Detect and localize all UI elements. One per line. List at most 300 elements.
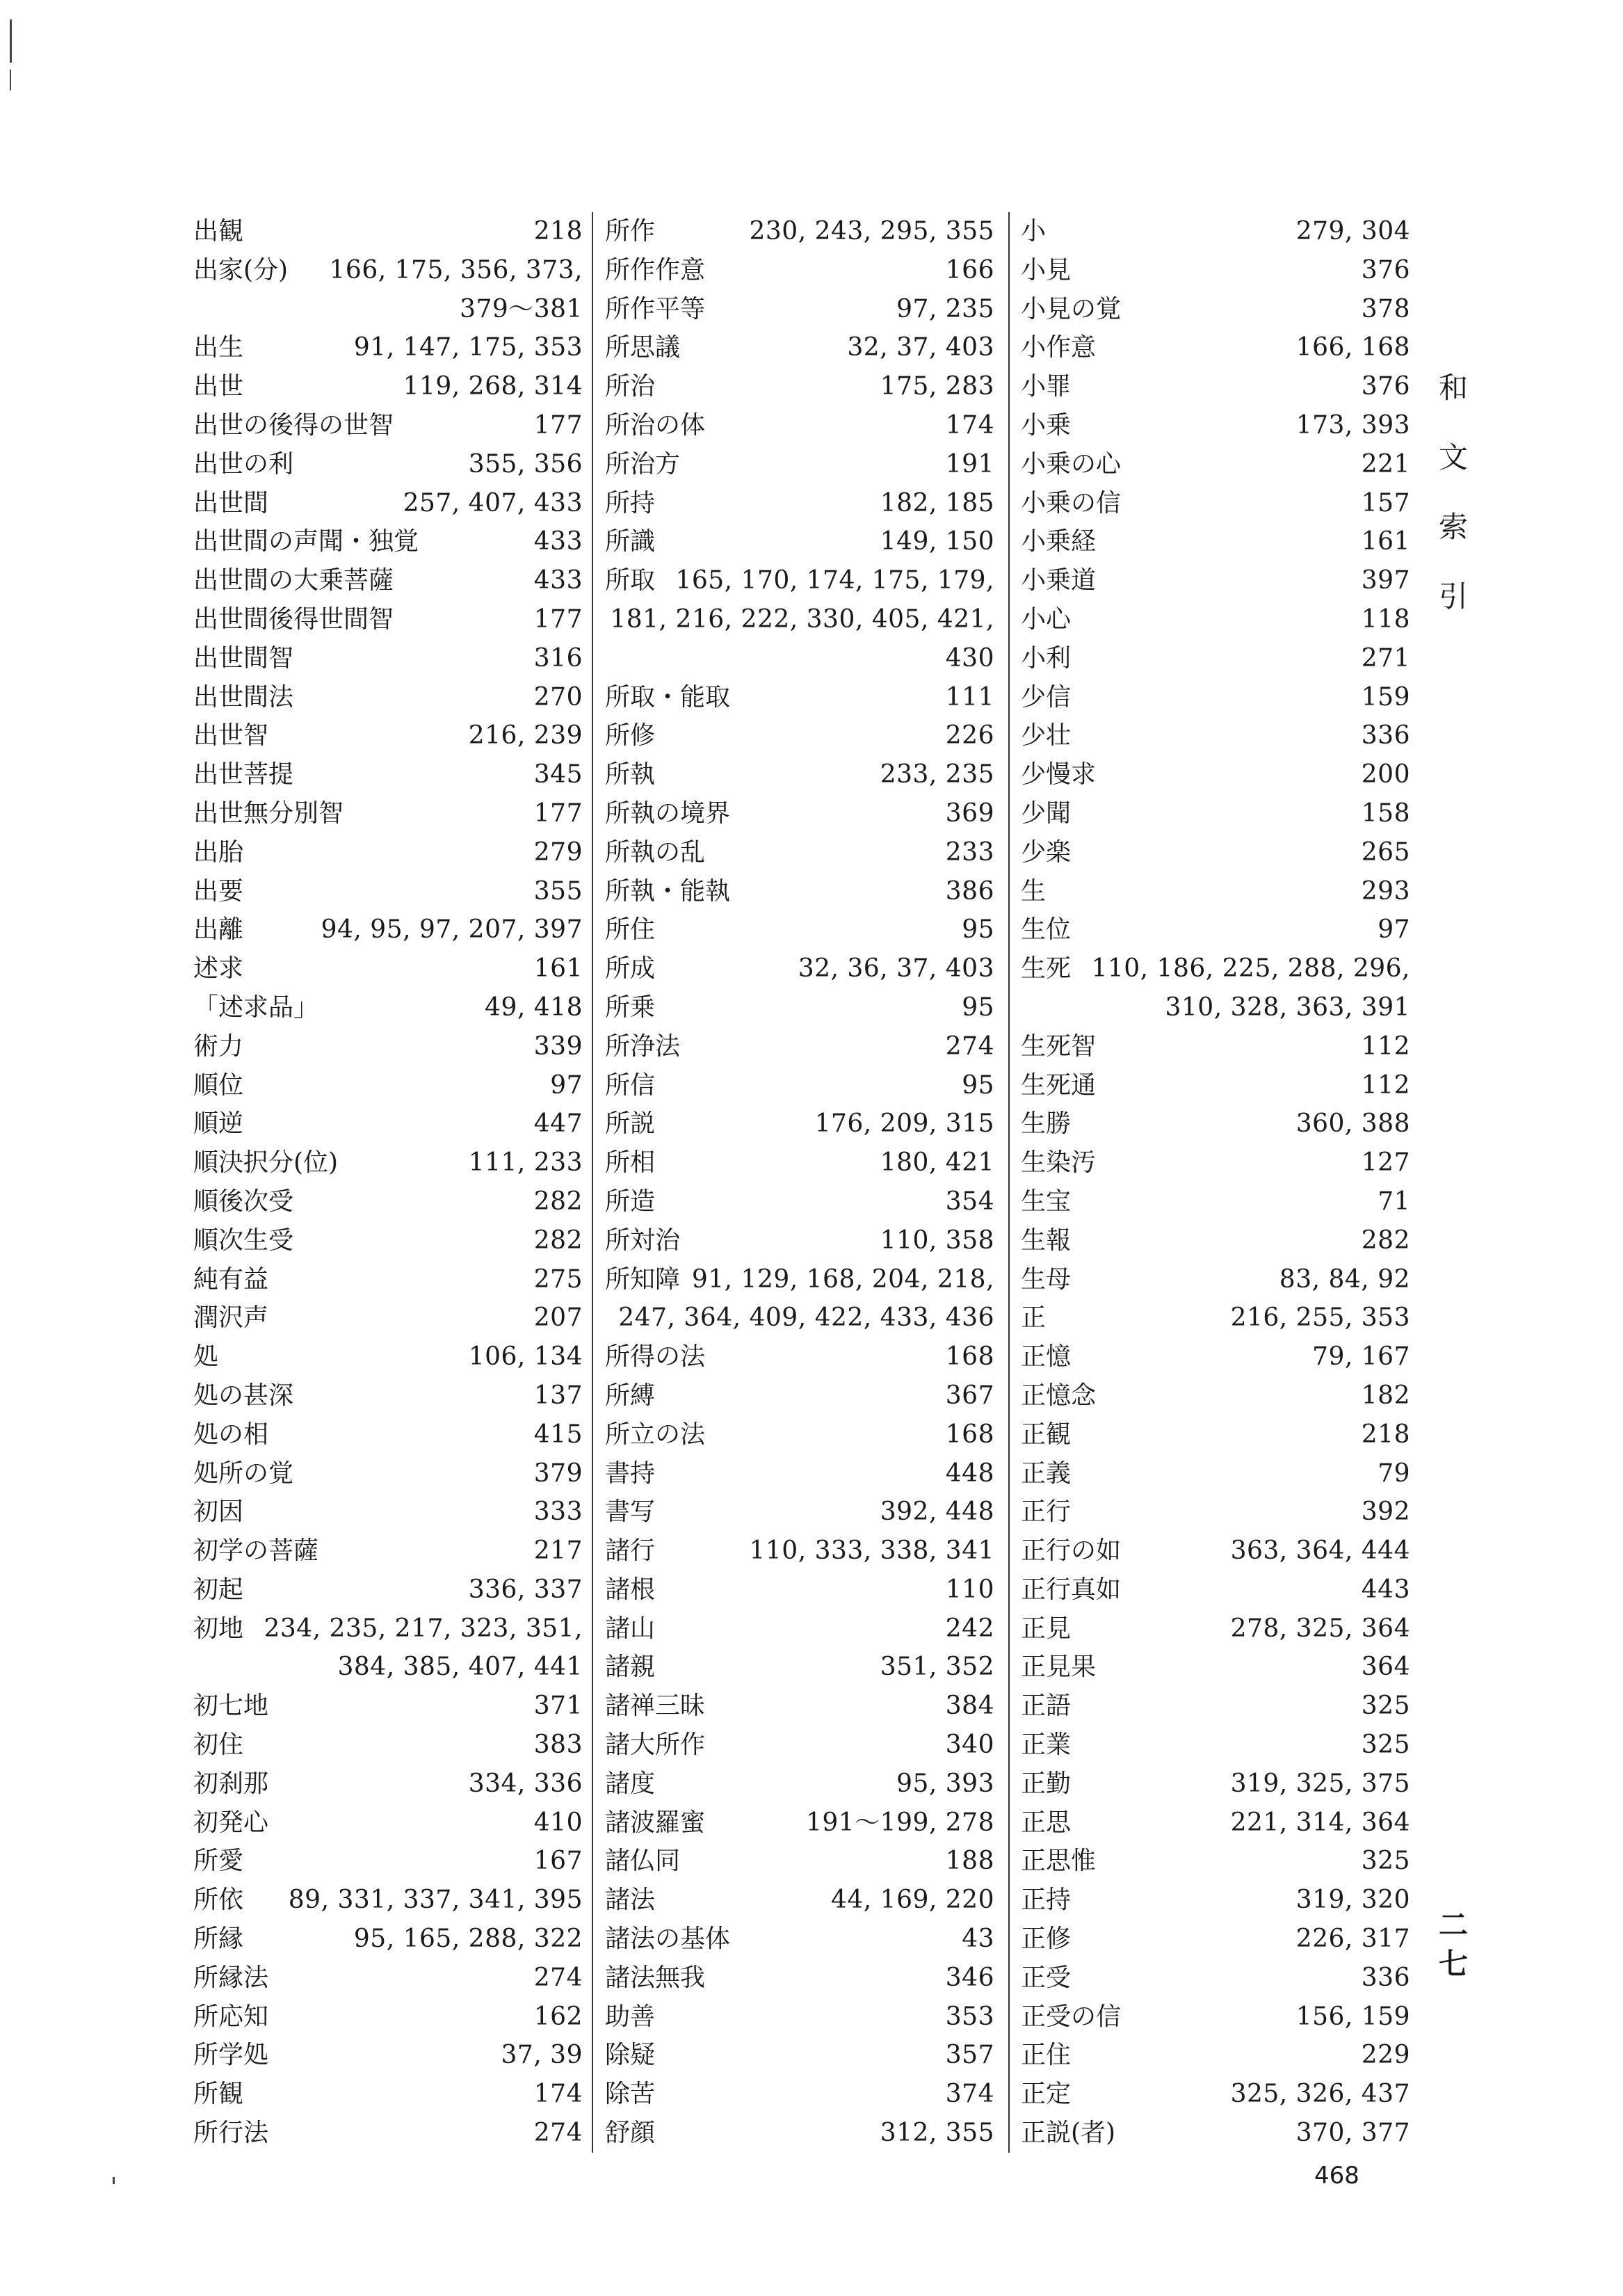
index-entry — [1021, 328, 1410, 367]
entry-term: 諸大所作 — [605, 1731, 706, 1760]
entry-pages: 97, 235 — [896, 294, 994, 323]
index-entry — [193, 1842, 583, 1881]
entry-term: 初起 — [193, 1575, 244, 1604]
entry-pages: 110, 333, 338, 341 — [749, 1536, 994, 1566]
index-entry-continuation — [605, 1299, 994, 1338]
entry-term: 小乗経 — [1021, 527, 1097, 556]
entry-pages: 226 — [945, 721, 994, 750]
entry-term: 正行真如 — [1021, 1575, 1122, 1604]
entry-pages: 161 — [1361, 527, 1410, 556]
entry-pages: 357 — [945, 2041, 994, 2070]
entry-term: 所治の体 — [605, 410, 706, 440]
index-entry — [1021, 1299, 1410, 1338]
entry-term: 少壮 — [1021, 721, 1072, 750]
entry-term: 所作平等 — [605, 294, 706, 323]
entry-term: 除疑 — [605, 2041, 656, 2070]
entry-pages: 43 — [962, 1925, 994, 1954]
entry-pages: 71 — [1378, 1187, 1410, 1216]
index-entry — [193, 1804, 583, 1843]
index-entry — [1021, 1182, 1410, 1221]
entry-pages: 278, 325, 364 — [1230, 1614, 1410, 1643]
entry-term: 諸法無我 — [605, 1963, 706, 1992]
entry-pages: 168 — [945, 1342, 994, 1372]
entry-term: 正住 — [1021, 2041, 1072, 2070]
entry-term: 出世間智 — [193, 643, 294, 673]
index-entry — [1021, 1415, 1410, 1454]
entry-term: 生勝 — [1021, 1109, 1072, 1139]
entry-pages: 110, 186, 225, 288, 296, — [1091, 954, 1410, 984]
entry-pages: 340 — [945, 1731, 994, 1760]
entry-pages: 79, 167 — [1312, 1342, 1410, 1372]
entry-term: 生報 — [1021, 1226, 1072, 1255]
entry-pages: 119, 268, 314 — [403, 372, 583, 401]
index-entry — [605, 1260, 994, 1299]
entry-pages: 257, 407, 433 — [403, 488, 583, 517]
entry-pages: 158 — [1361, 798, 1410, 828]
index-entry — [1021, 484, 1410, 523]
entry-pages: 83, 84, 92 — [1279, 1265, 1410, 1294]
entry-term: 出世間法 — [193, 682, 294, 712]
entry-term: 所得の法 — [605, 1342, 706, 1372]
index-entry — [1021, 600, 1410, 639]
entry-term: 処の甚深 — [193, 1381, 294, 1410]
index-entry — [193, 1260, 583, 1299]
entry-term: 所思議 — [605, 333, 681, 362]
index-entry — [1021, 833, 1410, 872]
entry-term: 生位 — [1021, 915, 1072, 945]
entry-term: 出世無分別智 — [193, 798, 344, 828]
entry-term: 小利 — [1021, 643, 1072, 673]
index-entry — [605, 1143, 994, 1182]
entry-pages: 325 — [1361, 1847, 1410, 1876]
entry-pages: 443 — [1361, 1575, 1410, 1604]
entry-pages: 339 — [533, 1031, 583, 1061]
entry-pages: 177 — [533, 410, 583, 440]
entry-pages: 177 — [533, 604, 583, 634]
entry-pages: 91, 129, 168, 204, 218, — [691, 1265, 994, 1294]
kanji-page-number — [1432, 1906, 1474, 1984]
entry-pages: 229 — [1361, 2041, 1410, 2070]
entry-pages: 176, 209, 315 — [814, 1109, 994, 1139]
entry-term: 正憶念 — [1021, 1381, 1097, 1410]
index-entry — [1021, 2114, 1410, 2153]
index-entry — [1021, 872, 1410, 911]
index-entry — [605, 1338, 994, 1376]
entry-pages: 221, 314, 364 — [1230, 1808, 1410, 1837]
index-entry — [605, 716, 994, 755]
entry-pages: 191 — [945, 449, 994, 479]
index-entry — [605, 1105, 994, 1143]
entry-pages: 166 — [945, 255, 994, 284]
entry-pages: 265 — [1361, 837, 1410, 867]
index-entry — [193, 910, 583, 949]
scan-mark — [10, 19, 12, 63]
entry-term: 順逆 — [193, 1109, 244, 1139]
entry-pages: 360, 388 — [1295, 1109, 1410, 1139]
entry-term: 生染汚 — [1021, 1148, 1097, 1178]
entry-pages: 371 — [533, 1692, 583, 1721]
entry-term: 所執の乱 — [605, 837, 706, 867]
entry-term: 術力 — [193, 1031, 244, 1061]
entry-term: 所執の境界 — [605, 798, 731, 828]
entry-pages: 312, 355 — [880, 2119, 994, 2148]
entry-pages: 355 — [533, 876, 583, 906]
index-entry — [1021, 1376, 1410, 1415]
index-entry — [1021, 251, 1410, 290]
index-entry — [605, 1959, 994, 1998]
entry-term: 小乗の信 — [1021, 488, 1122, 517]
entry-term: 所縁法 — [193, 1963, 269, 1992]
index-entry — [1021, 1454, 1410, 1493]
entry-pages: 397 — [1361, 566, 1410, 595]
entry-pages: 106, 134 — [468, 1342, 583, 1372]
column-divider-1 — [592, 212, 593, 2153]
entry-term: 正語 — [1021, 1692, 1072, 1721]
entry-pages: 156, 159 — [1295, 2002, 1410, 2031]
entry-term: 出家(分) — [193, 255, 289, 284]
entry-term: 処 — [193, 1342, 219, 1372]
entry-pages: 110 — [945, 1575, 994, 1604]
index-entry — [193, 1299, 583, 1338]
entry-pages: 363, 364, 444 — [1230, 1536, 1410, 1566]
entry-pages: 191〜199, 278 — [805, 1808, 994, 1837]
entry-pages: 336 — [1361, 1963, 1410, 1992]
index-entry — [605, 212, 994, 251]
entry-pages: 319, 325, 375 — [1230, 1769, 1410, 1798]
entry-pages: 270 — [533, 682, 583, 712]
entry-pages: 230, 243, 295, 355 — [749, 217, 994, 246]
entry-term: 所識 — [605, 527, 656, 556]
entry-term: 所知障 — [605, 1265, 681, 1294]
entry-term: 所縁 — [193, 1925, 244, 1954]
entry-term: 少楽 — [1021, 837, 1072, 867]
entry-pages: 333 — [533, 1498, 583, 1527]
index-entry — [1021, 1066, 1410, 1105]
entry-term: 生死通 — [1021, 1070, 1097, 1100]
entry-pages: 319, 320 — [1295, 1886, 1410, 1915]
entry-term: 小 — [1021, 217, 1047, 246]
index-entry — [605, 2036, 994, 2075]
index-column-3 — [1021, 212, 1410, 2153]
index-entry — [193, 367, 583, 406]
entry-term: 所執 — [605, 760, 656, 789]
entry-pages: 174 — [945, 410, 994, 440]
running-title-char: 引 — [1438, 579, 1468, 613]
entry-term: 少信 — [1021, 682, 1072, 712]
index-entry-continuation — [1021, 988, 1410, 1027]
entry-pages: 157 — [1361, 488, 1410, 517]
index-entry — [605, 522, 994, 561]
entry-pages: 207 — [533, 1303, 583, 1333]
index-entry — [605, 1609, 994, 1648]
index-entry — [605, 367, 994, 406]
index-entry — [193, 1143, 583, 1182]
entry-pages: 168 — [945, 1420, 994, 1449]
index-entry — [1021, 1920, 1410, 1959]
index-entry-continuation — [605, 639, 994, 678]
entry-pages: 386 — [945, 876, 994, 906]
entry-term: 処所の覚 — [193, 1459, 294, 1488]
index-entry — [193, 251, 583, 290]
entry-pages: 167 — [533, 1847, 583, 1876]
index-entry — [193, 445, 583, 484]
index-entry — [193, 755, 583, 794]
entry-term: 初学の菩薩 — [193, 1536, 319, 1566]
entry-pages: 110, 358 — [880, 1226, 994, 1255]
entry-pages: 97 — [550, 1070, 583, 1100]
entry-pages: 188 — [945, 1847, 994, 1876]
entry-term: 所対治 — [605, 1226, 681, 1255]
index-entry — [605, 251, 994, 290]
index-entry — [605, 1804, 994, 1843]
entry-pages: 226, 317 — [1295, 1925, 1410, 1954]
index-entry-continuation — [193, 1648, 583, 1687]
entry-pages: 174 — [533, 2080, 583, 2109]
entry-pages: 325, 326, 437 — [1230, 2080, 1410, 2109]
index-entry — [193, 522, 583, 561]
entry-term: 諸法の基体 — [605, 1925, 731, 1954]
index-entry — [1021, 1027, 1410, 1066]
index-entry — [605, 1842, 994, 1881]
index-entry — [1021, 678, 1410, 717]
index-entry — [1021, 794, 1410, 833]
entry-term: 諸波羅蜜 — [605, 1808, 706, 1837]
entry-pages: 94, 95, 97, 207, 397 — [321, 915, 583, 945]
entry-term: 生 — [1021, 876, 1047, 906]
index-entry — [1021, 1842, 1410, 1881]
index-entry — [193, 2036, 583, 2075]
entry-term: 正行の如 — [1021, 1536, 1122, 1566]
entry-term: 出世の利 — [193, 449, 294, 479]
entry-pages: 173, 393 — [1295, 410, 1410, 440]
index-entry — [1021, 445, 1410, 484]
entry-pages: 118 — [1361, 604, 1410, 634]
entry-term: 正行 — [1021, 1498, 1072, 1527]
entry-term: 正業 — [1021, 1731, 1072, 1760]
index-entry — [193, 716, 583, 755]
entry-pages: 430 — [945, 643, 994, 673]
entry-pages: 282 — [533, 1187, 583, 1216]
entry-term: 諸親 — [605, 1653, 656, 1682]
entry-pages: 112 — [1361, 1031, 1410, 1061]
entry-term: 所作作意 — [605, 255, 706, 284]
entry-pages: 355, 356 — [468, 449, 583, 479]
index-entry — [193, 561, 583, 600]
entry-term: 諸禅三昧 — [605, 1692, 706, 1721]
index-entry — [193, 1182, 583, 1221]
entry-pages: 392, 448 — [880, 1498, 994, 1527]
entry-term: 所修 — [605, 721, 656, 750]
entry-term: 順次生受 — [193, 1226, 294, 1255]
entry-pages: 247, 364, 409, 422, 433, 436 — [618, 1303, 994, 1333]
entry-term: 所依 — [193, 1886, 244, 1915]
entry-term: 正持 — [1021, 1886, 1072, 1915]
index-entry — [1021, 1881, 1410, 1920]
index-entry — [1021, 561, 1410, 600]
index-entry — [1021, 1105, 1410, 1143]
entry-term: 所執・能執 — [605, 876, 731, 906]
entry-term: 諸山 — [605, 1614, 656, 1643]
entry-term: 所浄法 — [605, 1031, 681, 1061]
index-entry — [193, 678, 583, 717]
index-entry — [193, 484, 583, 523]
entry-term: 出世間 — [193, 488, 269, 517]
entry-term: 正見 — [1021, 1614, 1072, 1643]
entry-term: 小心 — [1021, 604, 1072, 634]
index-entry — [605, 1493, 994, 1532]
index-entry — [1021, 1687, 1410, 1726]
entry-term: 正定 — [1021, 2080, 1072, 2109]
index-entry — [605, 949, 994, 988]
entry-pages: 95, 393 — [896, 1769, 994, 1798]
index-entry — [605, 833, 994, 872]
scan-mark — [113, 2177, 115, 2184]
folio-number: 468 — [1314, 2162, 1359, 2190]
index-entry — [605, 1027, 994, 1066]
index-entry — [605, 484, 994, 523]
entry-pages: 233, 235 — [880, 760, 994, 789]
entry-pages: 392 — [1361, 1498, 1410, 1527]
entry-term: 生死 — [1021, 954, 1072, 984]
entry-term: 所相 — [605, 1148, 656, 1178]
index-entry — [605, 1765, 994, 1804]
entry-pages: 159 — [1361, 682, 1410, 712]
entry-pages: 218 — [1361, 1420, 1410, 1449]
entry-term: 諸度 — [605, 1769, 656, 1798]
entry-term: 順決択分(位) — [193, 1148, 339, 1178]
entry-term: 少慢求 — [1021, 760, 1097, 789]
entry-pages: 282 — [1361, 1226, 1410, 1255]
entry-term: 小見 — [1021, 255, 1072, 284]
entry-term: 初地 — [193, 1614, 244, 1643]
index-entry — [1021, 1765, 1410, 1804]
index-entry — [193, 406, 583, 445]
entry-term: 出世間の大乗菩薩 — [193, 566, 394, 595]
index-entry — [193, 988, 583, 1027]
entry-term: 少聞 — [1021, 798, 1072, 828]
running-title-char: 索 — [1438, 510, 1468, 544]
entry-pages: 95 — [962, 915, 994, 945]
entry-term: 所住 — [605, 915, 656, 945]
index-entry — [193, 639, 583, 678]
entry-pages: 182, 185 — [880, 488, 994, 517]
index-entry — [1021, 1221, 1410, 1260]
entry-pages: 79 — [1378, 1459, 1410, 1488]
entry-pages: 448 — [945, 1459, 994, 1488]
index-entry — [605, 2114, 994, 2153]
entry-pages: 162 — [533, 2002, 583, 2031]
entry-pages: 89, 331, 337, 341, 395 — [288, 1886, 583, 1915]
entry-term: 出要 — [193, 876, 244, 906]
entry-pages: 91, 147, 175, 353 — [353, 333, 583, 362]
entry-term: 諸行 — [605, 1536, 656, 1566]
index-entry — [605, 561, 994, 600]
entry-term: 書持 — [605, 1459, 656, 1488]
entry-term: 諸根 — [605, 1575, 656, 1604]
entry-pages: 364 — [1361, 1653, 1410, 1682]
index-entry — [193, 2114, 583, 2153]
index-column-2 — [605, 212, 994, 2153]
entry-pages: 334, 336 — [468, 1769, 583, 1798]
entry-term: 初因 — [193, 1498, 244, 1527]
index-entry — [193, 1454, 583, 1493]
entry-pages: 274 — [945, 1031, 994, 1061]
index-entry — [605, 1066, 994, 1105]
entry-pages: 383 — [533, 1731, 583, 1760]
entry-term: 除苦 — [605, 2080, 656, 2109]
entry-pages: 217 — [533, 1536, 583, 1566]
index-entry — [1021, 639, 1410, 678]
entry-term: 所愛 — [193, 1847, 244, 1876]
entry-pages: 216, 255, 353 — [1230, 1303, 1410, 1333]
index-entry — [193, 1765, 583, 1804]
entry-term: 正修 — [1021, 1925, 1072, 1954]
entry-term: 所説 — [605, 1109, 656, 1139]
entry-pages: 111, 233 — [468, 1148, 583, 1178]
index-entry — [1021, 910, 1410, 949]
index-entry — [605, 1454, 994, 1493]
index-entry — [1021, 1726, 1410, 1765]
entry-pages: 165, 170, 174, 175, 179, — [675, 566, 994, 595]
index-entry — [193, 1221, 583, 1260]
entry-term: 所治 — [605, 372, 656, 401]
entry-pages: 379 — [533, 1459, 583, 1488]
entry-pages: 32, 37, 403 — [847, 333, 994, 362]
index-entry — [1021, 1338, 1410, 1376]
entry-pages: 384, 385, 407, 441 — [337, 1653, 583, 1682]
index-entry — [605, 406, 994, 445]
index-entry — [193, 1920, 583, 1959]
entry-pages: 127 — [1361, 1148, 1410, 1178]
entry-term: 述求 — [193, 954, 244, 984]
entry-pages: 415 — [533, 1420, 583, 1449]
index-entry — [193, 1532, 583, 1571]
entry-term: 潤沢声 — [193, 1303, 269, 1333]
index-entry — [605, 1415, 994, 1454]
entry-pages: 384 — [945, 1692, 994, 1721]
entry-term: 小見の覚 — [1021, 294, 1122, 323]
index-entry — [193, 794, 583, 833]
index-entry — [1021, 716, 1410, 755]
entry-term: 所応知 — [193, 2002, 269, 2031]
index-entry — [1021, 522, 1410, 561]
entry-pages: 370, 377 — [1295, 2119, 1410, 2148]
index-entry — [605, 2075, 994, 2114]
index-entry — [193, 1998, 583, 2037]
entry-pages: 181, 216, 222, 330, 405, 421, — [610, 604, 994, 634]
scan-mark — [10, 70, 11, 90]
index-entry — [193, 1881, 583, 1920]
entry-pages: 233 — [945, 837, 994, 867]
entry-pages: 316 — [533, 643, 583, 673]
running-title — [1432, 353, 1474, 632]
entry-pages: 180, 421 — [880, 1148, 994, 1178]
entry-term: 正見果 — [1021, 1653, 1097, 1682]
entry-term: 所立の法 — [605, 1420, 706, 1449]
index-entry — [605, 1571, 994, 1609]
entry-pages: 221 — [1361, 449, 1410, 479]
index-entry — [193, 1687, 583, 1726]
index-entry — [1021, 1493, 1410, 1532]
index-entry — [1021, 212, 1410, 251]
entry-term: 正受の信 — [1021, 2002, 1122, 2031]
entry-term: 順後次受 — [193, 1187, 294, 1216]
index-entry — [605, 1648, 994, 1687]
entry-term: 出世菩提 — [193, 760, 294, 789]
index-entry — [193, 1959, 583, 1998]
index-entry — [605, 445, 994, 484]
entry-term: 正義 — [1021, 1459, 1072, 1488]
